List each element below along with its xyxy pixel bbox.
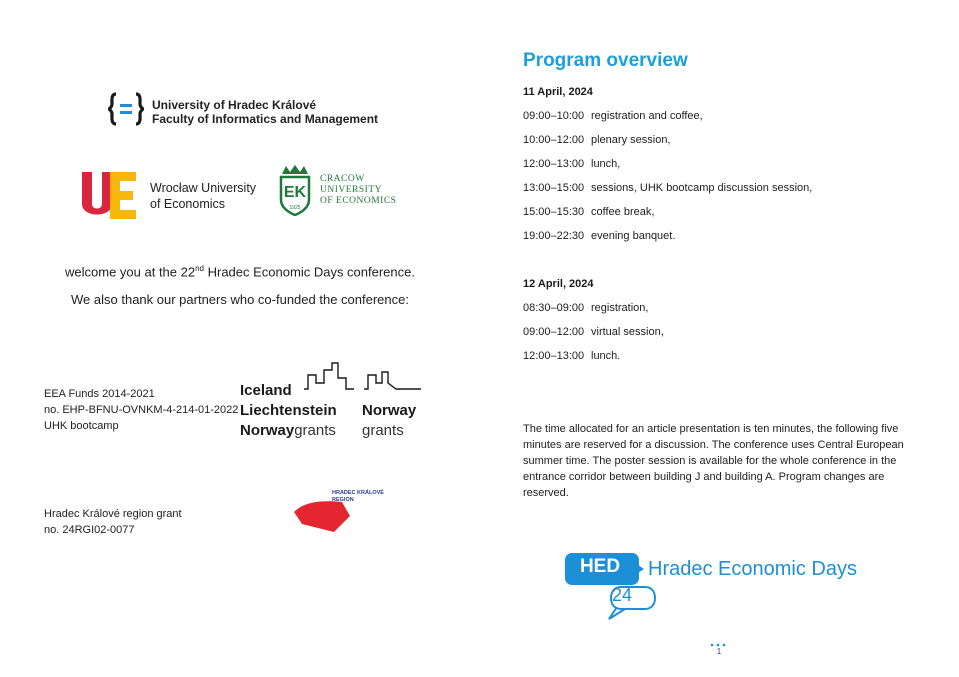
grants-liechtenstein: Liechtenstein: [240, 402, 337, 419]
ue-wroclaw-logo: [80, 172, 256, 220]
eea-norway-grants-logo: [240, 362, 425, 442]
hed-logo: [565, 553, 885, 625]
schedule-row: [523, 134, 671, 146]
schedule-desc: registration and coffee,: [591, 110, 703, 122]
uhk-logo: [108, 92, 378, 132]
ue-line1: Wrocław University: [150, 181, 257, 195]
schedule-desc: registration,: [591, 302, 649, 314]
eea-funds-info: [44, 386, 238, 434]
uhk-line2: Faculty of Informatics and Management: [152, 112, 379, 126]
schedule-time: 09:00–12:00: [523, 326, 585, 338]
schedule-time: 12:00–13:00: [523, 350, 585, 362]
schedule-desc: sessions, UHK bootcamp discussion session,: [591, 182, 813, 194]
cracow-line2: UNIVERSITY: [320, 184, 382, 195]
schedule-desc: lunch,: [591, 158, 621, 170]
schedule-time: 10:00–12:00: [523, 134, 585, 146]
eea-line2: no. EHP-BFNU-OVNKM-4-214-01-2022: [44, 404, 239, 416]
page-number: [709, 642, 729, 656]
schedule-row: [523, 182, 812, 194]
hk-grant-line2: no. 24RGI02-0077: [44, 524, 135, 536]
grants-norway-left: Norway: [240, 422, 295, 439]
schedule-desc: plenary session,: [591, 134, 671, 146]
hed-abbr: HED: [579, 556, 621, 577]
schedule-time: 19:00–22:30: [523, 230, 585, 242]
cracow-logo: [278, 164, 396, 216]
welcome-text: welcome you at the 22nd Hradec Economic Days conference.: [65, 264, 415, 280]
day-2-date: 12 April, 2024: [523, 278, 594, 290]
hed-name: Hradec Economic Days: [648, 558, 857, 580]
thanks-text: We also thank our partners who co-funded the conference:: [71, 292, 409, 307]
grants-left-word: grants: [294, 422, 336, 439]
grants-right-word: grants: [362, 422, 404, 439]
schedule-desc: virtual session,: [591, 326, 664, 338]
day-1-date: 11 April, 2024: [523, 86, 593, 98]
uhk-brace-icon: [108, 92, 144, 132]
schedule-time: 12:00–13:00: [523, 158, 585, 170]
schedule-row: [523, 158, 620, 170]
schedule-desc: lunch.: [591, 350, 621, 362]
grants-iceland: Iceland: [240, 382, 292, 399]
schedule-time: 15:00–15:30: [523, 206, 585, 218]
schedule-row: [523, 302, 648, 314]
hk-logo-line1: HRADEC KRÁLOVÉ: [332, 490, 384, 496]
program-note: The time allocated for an article presentation is ten minutes, the following five minutes are reserved for a discussion. The conference uses Central European summer time. The poster session is available for the whole conference in the entrance corridor between building J and building A. Program changes are reserved.: [523, 423, 904, 499]
grants-norway-right: Norway: [362, 402, 417, 419]
schedule-time: 09:00–10:00: [523, 110, 585, 122]
hk-grant-line1: Hradec Králové region grant: [44, 508, 182, 520]
schedule-row: [523, 230, 675, 242]
cracow-crest-icon: [278, 164, 312, 216]
schedule-row: [523, 350, 620, 362]
ue-line2: of Economics: [150, 197, 226, 211]
hk-region-logo: [294, 490, 394, 540]
schedule-row: [523, 110, 703, 122]
hk-region-grant-info: [44, 506, 182, 538]
program-overview-title: Program overview: [523, 50, 688, 71]
uhk-line1: University of Hradec Králové: [152, 98, 317, 112]
page-number-text: 1: [716, 647, 722, 656]
svg-text:EK: EK: [283, 184, 307, 201]
grants-skyline-icon: [304, 362, 422, 390]
schedule-time: 13:00–15:00: [523, 182, 585, 194]
schedule-row: [523, 206, 654, 218]
schedule-desc: evening banquet.: [591, 230, 676, 242]
ue-mark-icon: [80, 172, 136, 220]
schedule-time: 08:30–09:00: [523, 302, 585, 314]
schedule-row: [523, 326, 664, 338]
cracow-line1: CRACOW: [320, 173, 365, 184]
hed-year: 24: [612, 585, 633, 605]
cracow-line3: OF ECONOMICS: [320, 195, 397, 206]
eea-line1: EEA Funds 2014-2021: [44, 388, 155, 400]
eea-line3: UHK bootcamp: [44, 420, 119, 432]
schedule-desc: coffee break,: [591, 206, 655, 218]
hk-logo-line2: REGION: [332, 497, 354, 503]
cracow-year: 1925: [289, 205, 301, 211]
hed-box-pointer-icon: [635, 563, 645, 575]
